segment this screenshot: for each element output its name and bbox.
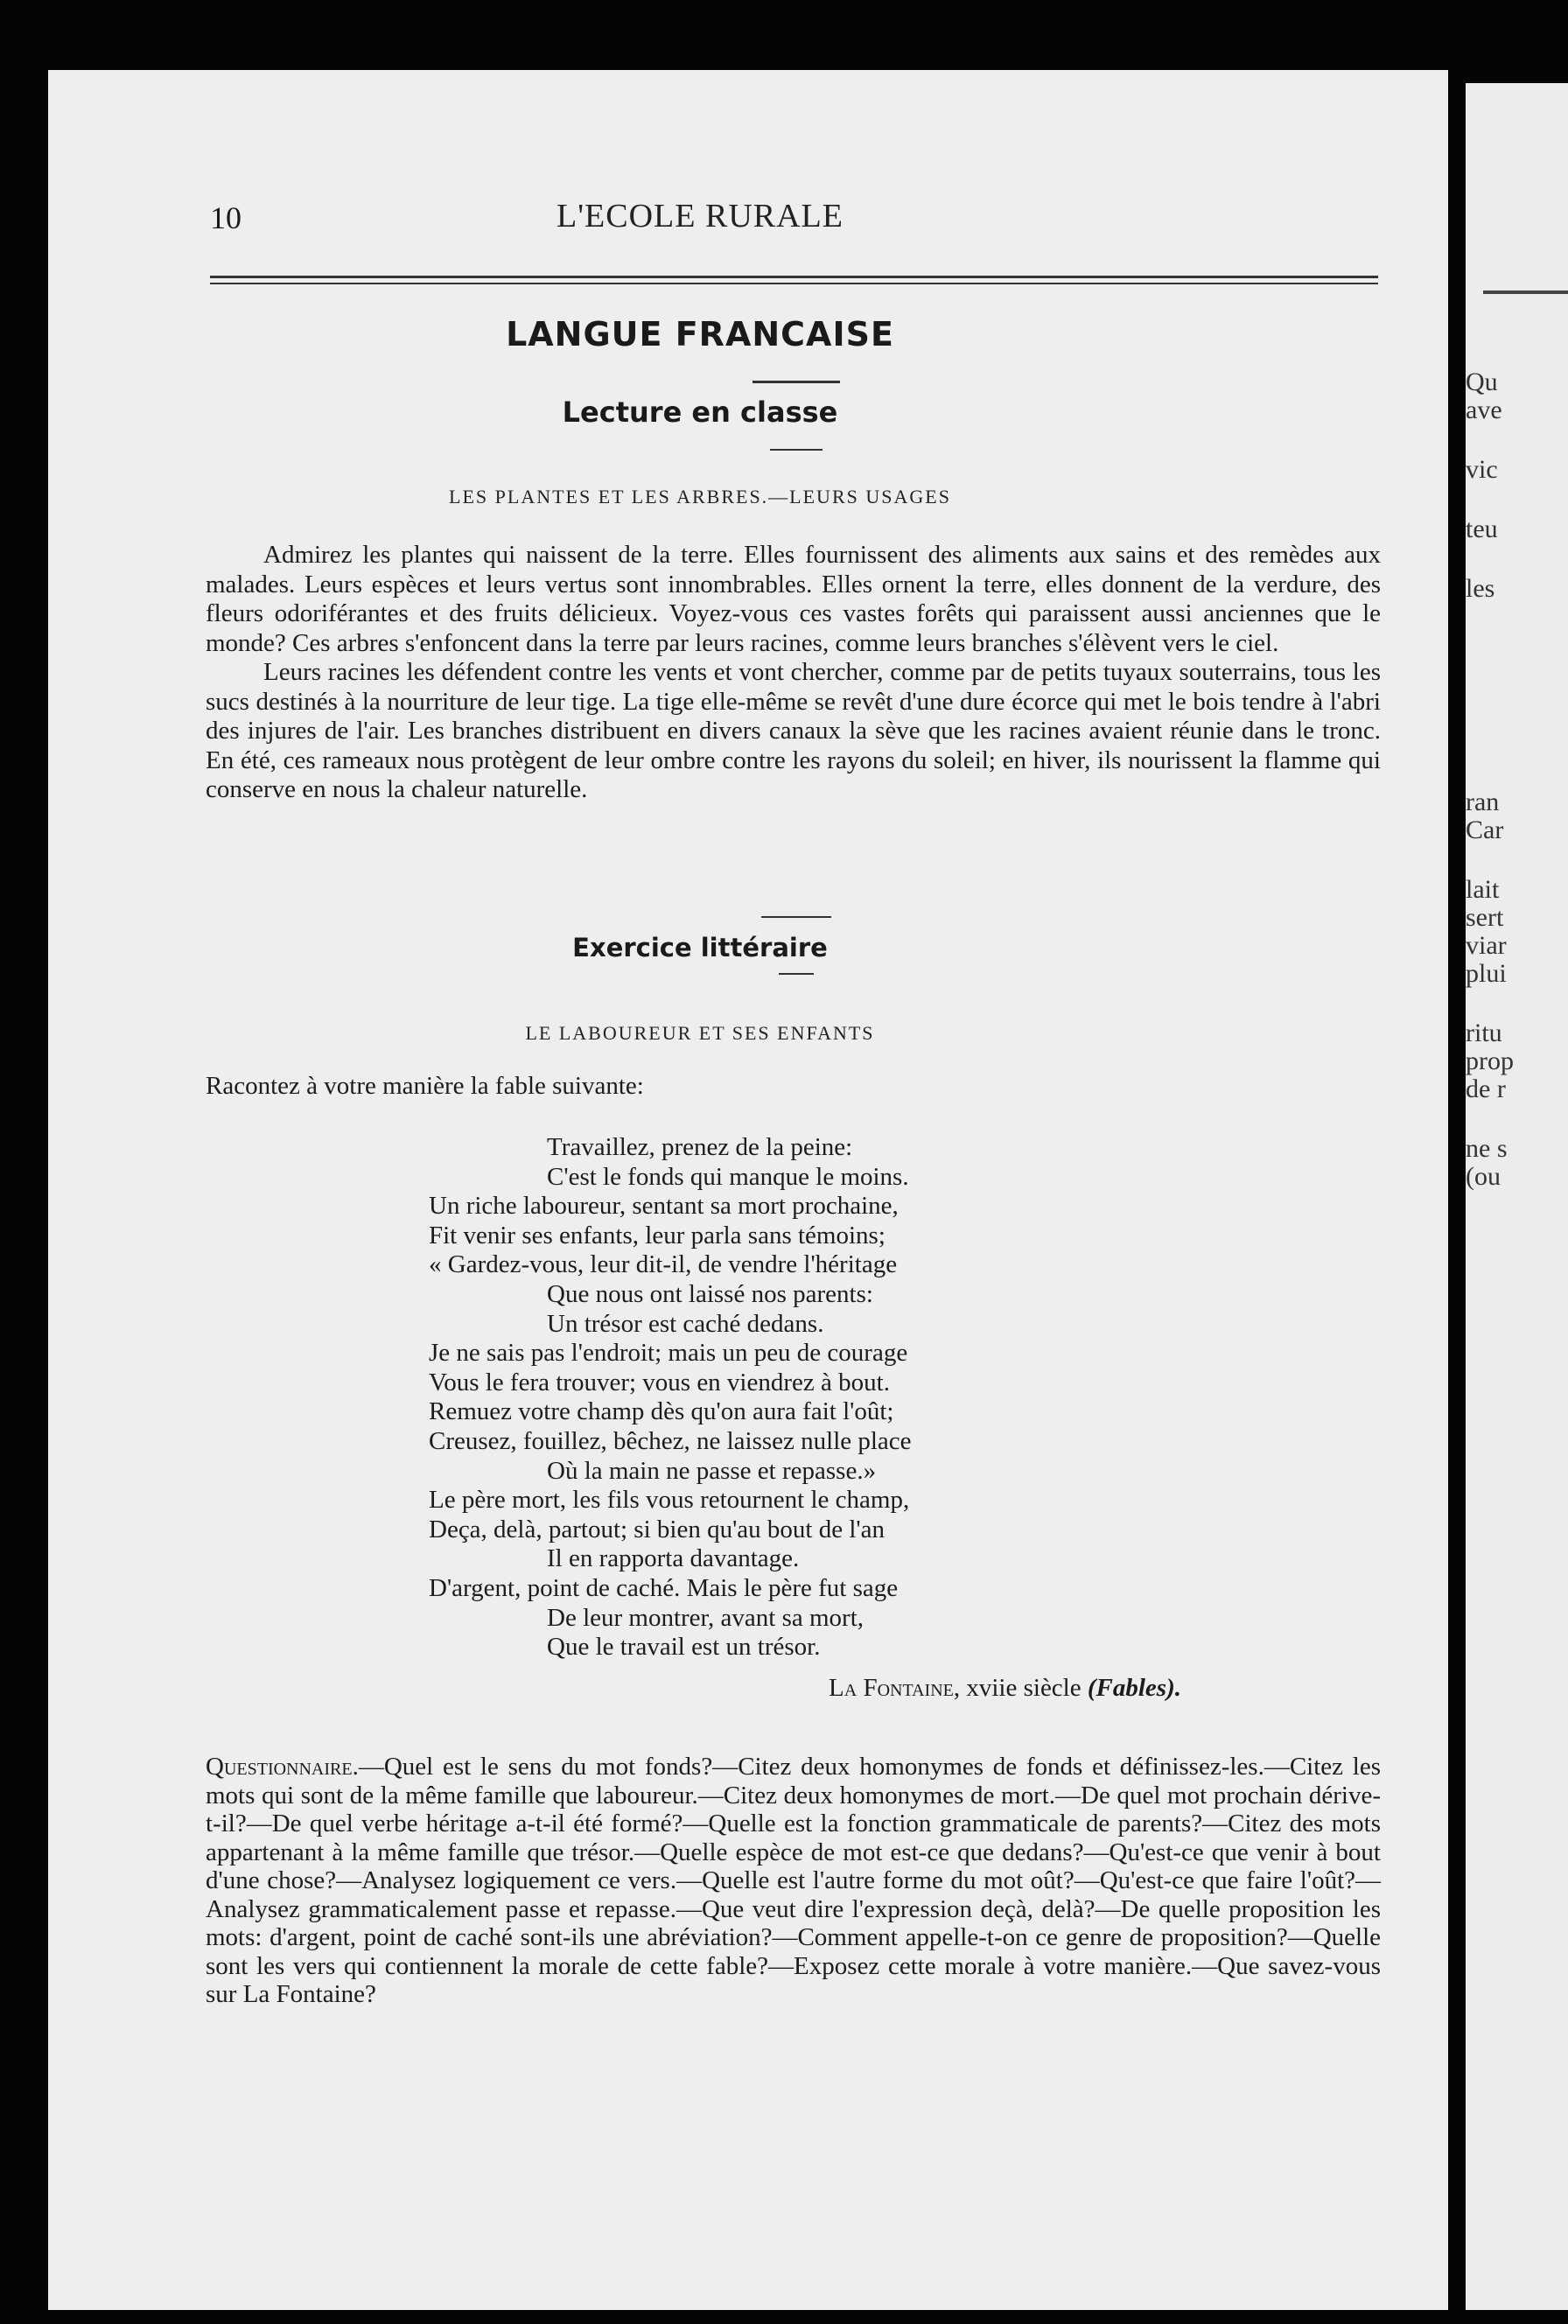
adjacent-fragment: ran (1466, 788, 1500, 816)
section-title: LANGUE FRANCAISE (506, 315, 894, 354)
adjacent-fragment: ave (1466, 396, 1502, 424)
fable-poem (429, 1133, 1216, 1662)
paragraph: Leurs racines les défendent contre les vents et vont chercher, comme par de petits tuyaux souterrains, tous les sucs destinés à la nourriture de leur tige. La tige elle-même se revêt d'une dure écorce qui met le bois tendre à l'abri des injures de l'air. Les branches distribuent en divers canaux la sève que les racines avaient réunie dans le tronc. En été, ces rameaux nous protègent de leur ombre contre les rayons du soleil; en hiver, ils nourissent la flamme qui conserve en nous la chaleur naturelle. (206, 658, 1381, 803)
subtitle-divider (770, 449, 822, 451)
adjacent-fragment: (ou (1466, 1162, 1501, 1191)
adjacent-fragment: les (1466, 574, 1495, 603)
poem-line: Le père mort, les fils vous retournent le champ, (429, 1486, 910, 1515)
adjacent-fragment: plui (1466, 959, 1507, 988)
poem-line: Où la main ne passe et repasse.» (547, 1456, 877, 1485)
adjacent-fragment: viar (1466, 931, 1507, 960)
adjacent-fragment: Car (1466, 816, 1504, 844)
header-rule (210, 276, 1378, 284)
running-title: L'ECOLE RURALE (556, 198, 844, 234)
exercise-divider (761, 916, 831, 918)
exercise-title: Exercice littéraire (572, 933, 828, 962)
adjacent-page-edge (1466, 83, 1568, 2310)
adjacent-fragment: teu (1466, 514, 1498, 543)
poem-line: Vous le fera trouver; vous en viendrez à bout. (429, 1368, 890, 1396)
poem-line: Fit venir ses enfants, leur parla sans témoins; (429, 1221, 886, 1250)
book-page (48, 70, 1448, 2310)
poem-line: C'est le fonds qui manque le moins. (547, 1162, 909, 1191)
adjacent-page-rule (1483, 290, 1568, 294)
poem-line: « Gardez-vous, leur dit-il, de vendre l'héritage (429, 1250, 898, 1279)
questionnaire (206, 1753, 1381, 2009)
reading-text (206, 541, 1381, 805)
paragraph: Admirez les plantes qui naissent de la terre. Elles fournissent des aliments aux sains et des remèdes aux malades. Leurs espèces et leurs vertus sont innombrables. Elles ornent la terre, elles donnent de la verdure, des fleurs odoriférantes et des fruits délicieux. Voyez-vous ces vastes forêts qui paraissent aussi anciennes que le monde? Ces arbres s'enfoncent dans la terre par leurs racines, comme leurs branches s'élèvent vers le ciel. (206, 541, 1381, 657)
questionnaire-text: —Quel est le sens du mot fonds?—Citez deux homonymes de fonds et définissez-les.—Citez les mots qui sont de la même famille que laboureur.—Citez deux homonymes de mort.—De quel mot prochain dérive-t-il?—De quel verbe héritage a-t-il été formé?—Quelle est la fonction grammaticale de parents?—Citez des mots appartenant à la même famille que trésor.—Quelle espèce de mot est-ce que dedans?—Qu'est-ce que venir à bout d'une chose?—Analysez logiquement ce vers.—Quelle est l'autre forme du mot oût?—Qu'est-ce que faire l'oût?—Analysez grammaticalement passe et repasse.—Que veut dire l'expression deçà, delà?—De quelle proposition les mots: d'argent, point de caché sont-ils une abréviation?—Comment appelle-t-on ce genre de proposition?—Quelle sont les vers qui contiennent la morale de cette fable?—Exposez cette morale à votre manière.—Que savez-vous sur La Fontaine? (206, 1753, 1381, 2008)
poem-line: Un riche laboureur, sentant sa mort prochaine, (429, 1192, 899, 1221)
poem-line: Creusez, fouillez, bêchez, ne laissez nulle place (429, 1426, 912, 1455)
page-number: 10 (210, 200, 242, 235)
adjacent-fragment: ritu (1466, 1018, 1502, 1047)
exercise-heading: LE LABOUREUR ET SES ENFANTS (525, 1022, 875, 1044)
fable-attribution (829, 1674, 1181, 1703)
poem-line: Deça, delà, partout; si bien qu'au bout de l'an (429, 1515, 886, 1544)
attribution-author: La Fontaine, (829, 1674, 961, 1702)
poem-line: Que nous ont laissé nos parents: (547, 1279, 873, 1308)
adjacent-fragment: vic (1466, 455, 1498, 484)
exercise-intro: Racontez à votre manière la fable suivante: (206, 1072, 644, 1100)
attribution-century: xviie siècle (966, 1674, 1082, 1702)
adjacent-fragment: ne s (1466, 1134, 1508, 1163)
poem-line: Que le travail est un trésor. (547, 1633, 821, 1662)
poem-line: Il en rapporta davantage. (547, 1544, 800, 1573)
questionnaire-label: Questionnaire. (206, 1753, 359, 1781)
adjacent-fragment: lait (1466, 875, 1500, 904)
attribution-work: (Fables). (1087, 1674, 1181, 1702)
poem-line: Un trésor est caché dedans. (547, 1309, 824, 1338)
poem-line: D'argent, point de caché. Mais le père fut sage (429, 1573, 899, 1602)
poem-line: De leur montrer, avant sa mort, (547, 1603, 864, 1632)
reading-heading: LES PLANTES ET LES ARBRES.—LEURS USAGES (449, 486, 951, 508)
page-header (48, 192, 1448, 245)
adjacent-fragment: de r (1466, 1074, 1506, 1103)
title-divider (752, 381, 840, 383)
section-subtitle: Lecture en classe (562, 396, 838, 429)
exercise-title-divider (779, 973, 814, 975)
adjacent-fragment: sert (1466, 903, 1504, 932)
adjacent-fragment: prop (1466, 1046, 1514, 1075)
poem-line: Remuez votre champ dès qu'on aura fait l'oût; (429, 1397, 894, 1426)
adjacent-fragment: Qu (1466, 368, 1498, 396)
poem-line: Je ne sais pas l'endroit; mais un peu de courage (429, 1339, 908, 1368)
poem-line: Travaillez, prenez de la peine: (547, 1133, 853, 1161)
